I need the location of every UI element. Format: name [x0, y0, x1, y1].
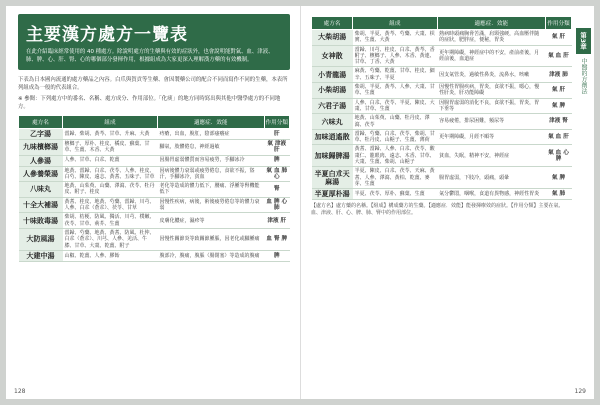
formula-effect: 氣分鬱悶，咽喉，食道有異物感，神經性胃炎 [437, 189, 545, 200]
formula-composition: 當歸、川芎、桂皮、白朮、黃芩、香附子、檳榔子、人參、木香、黃連、甘草、丁香、大黃 [353, 45, 438, 67]
formula-organ: 氣 血 心 脾 [545, 145, 571, 167]
table-row [312, 98, 572, 114]
formula-composition: 人參、甘草、白朮、乾薑 [63, 155, 158, 166]
formula-organ: 氣 血 肝 [545, 129, 571, 145]
formula-organ: 氣 肝 [545, 83, 571, 99]
formula-organ: 血 脾 心 肺 [264, 197, 290, 213]
table-row [312, 167, 572, 189]
table-header-row [19, 116, 290, 129]
table-row [19, 166, 290, 182]
formula-composition: 柴胡、半夏、黃芩、人參、大棗、甘草、生薑 [353, 83, 438, 99]
formula-effect: 腳氣，肢體倦怠，神經過敏 [157, 140, 264, 156]
formula-organ: 氣 肺 [545, 189, 571, 200]
formula-name: 人參湯 [19, 155, 63, 166]
formula-organ: 氣 血 肺 心 [264, 166, 290, 182]
header-effect: 適應症．效能 [157, 116, 264, 129]
formula-organ: 氣 脾 [545, 98, 571, 114]
formula-organ: 血 腎 脾 [264, 228, 290, 250]
formula-name: 女神散 [312, 45, 353, 67]
header-organ: 作用分類 [264, 116, 290, 129]
formula-composition: 檳榔子、厚朴、桂皮、橘皮、蘇葉、甘草、生薑、木香、大黃 [63, 140, 158, 156]
table-row [19, 155, 290, 166]
formula-effect: 熱病時頭痛胸脅苦滿，肩頸強硬，高血壓伴隨的症狀，肥胖症，便秘，胃炎 [437, 30, 545, 46]
formula-organ: 肝 [264, 129, 290, 140]
formula-effect: 更年期障礙，神經症中的不安，產前產後，月經前後，血道症 [437, 45, 545, 67]
formula-composition: 麻黃、芍藥、乾薑、甘草、桂皮、細辛、五味子、半夏 [353, 67, 438, 83]
table-row [312, 189, 572, 200]
formula-name: 六君子湯 [312, 98, 353, 114]
formula-organ: 氣 肝 [545, 30, 571, 46]
chapter-label: 第3章 [576, 28, 591, 54]
title-description: 在此介紹臨床經常使用的 40 種處方。除說明處方的生藥與有效的症狀外，也會說明能對氣、血、津液、肺、脾、心、肝、腎、心的哪個部分發揮作用，根據組成為大家更深入理解漢方藥的有效機制。 [26, 49, 274, 63]
formula-effect: 皮膚化膿症，濕疹等 [157, 213, 264, 229]
formula-composition: 當歸、芍藥、白朮、茯苓、柴胡、甘草、牡丹皮、山梔子、生薑、薄荷 [353, 129, 438, 145]
formula-effect: 因腸胃虛弱的消化不良，食欲不振，胃炎，胃下垂等 [437, 98, 545, 114]
header-composition: 組成 [63, 116, 158, 129]
formula-effect: 貧血，失眠，精神不安，神經症 [437, 145, 545, 167]
header-name: 處方名 [19, 116, 63, 129]
formula-effect: 因病後體力衰弱或疲勞倦怠，食欲不振，盜汗，手腳冰冷，貧血 [157, 166, 264, 182]
formula-name: 加味逍遙散 [312, 129, 353, 145]
side-tab [576, 28, 592, 98]
table-row [312, 67, 572, 83]
formula-composition: 當歸、柴胡、黃芩、甘草、升麻、大黃 [63, 129, 158, 140]
formula-effect: 更年期障礙，月經不順等 [437, 129, 545, 145]
intro-text [18, 76, 290, 111]
formula-effect: 因慢性疾病，病後，術後疲勞倦怠等的體力衰弱 [157, 197, 264, 213]
formula-name: 大防風湯 [19, 228, 63, 250]
formula-name: 加味歸脾湯 [312, 145, 353, 167]
footnote: 【處方名】處方藥的名稱。【組成】構成藥方的生藥。【適應症．效能】能發揮療效的症狀。【作用分類】主要在氣、血、津液、肝、心、脾、肺、腎中的作用部位。 [311, 203, 564, 217]
formula-name: 乙字湯 [19, 129, 63, 140]
table-row [19, 182, 290, 198]
table-row [312, 83, 572, 99]
table-header-row [312, 17, 572, 30]
formula-name: 九味檳榔湯 [19, 140, 63, 156]
formula-composition: 當歸、芍藥、地黃、黃耆、防風、杜仲、白朮（蒼朮）、川芎、人參、羌活、牛膝、甘草、大棗、乾薑、附子 [63, 228, 158, 250]
formula-composition: 黃耆、當歸、人參、白朮、茯苓、酸棗仁、龍眼肉、遠志、木香、甘草、大棗、生薑、柴胡、山梔子 [353, 145, 438, 167]
table-row [312, 129, 572, 145]
header-effect: 適應症．效能 [437, 17, 545, 30]
formula-effect: 痔瘡，出血，脫肛，陰部瘙癢症 [157, 129, 264, 140]
formula-organ: 津液 腎 [545, 114, 571, 130]
formula-composition: 半夏、茯苓、厚朴、蘇葉、生薑 [353, 189, 438, 200]
page-title: 主要漢方處方一覽表 [26, 25, 188, 45]
formula-composition: 柴胡、桔梗、防風、獨活、川芎、樸嫩、茯苓、甘草、荊芥、生薑 [63, 213, 158, 229]
intro-paragraph-2: ※ 參閱：下列處方中的番名、名稱、處方成分、作用部位。「化痰」的地方同時寫出與其他中醫學處方的不同地方。 [18, 96, 281, 110]
formula-name: 大建中湯 [19, 250, 63, 261]
formula-name: 小青龍湯 [312, 67, 353, 83]
formula-organ: 脾 [264, 155, 290, 166]
formula-name: 人參養榮湯 [19, 166, 63, 182]
section-label: 中醫的方劑法 [580, 57, 587, 94]
formula-organ: 津液 肺 [545, 67, 571, 83]
table-row [19, 140, 290, 156]
formula-composition: 地黃、山茱萸、山藥、牡丹皮、澤瀉、茯苓 [353, 114, 438, 130]
table-row [19, 197, 290, 213]
right-page [300, 6, 594, 399]
formula-name: 大柴胡湯 [312, 30, 353, 46]
header-composition: 組成 [353, 17, 438, 30]
formula-name: 半夏白朮天麻湯 [312, 167, 353, 189]
header-name: 處方名 [312, 17, 353, 30]
table-row [19, 228, 290, 250]
formula-organ: 氣 血 肝 [545, 45, 571, 67]
table-row [312, 145, 572, 167]
formula-effect: 腹部冷，腹痛，腹脹（腸閉塞）等造成的腹痛 [157, 250, 264, 261]
formula-effect: 容易疲倦，排尿困難，頻尿等 [437, 114, 545, 130]
formula-composition: 黃耆、桂皮、地黃、芍藥、當歸、川芎、人參、白朮（蒼朮）、茯苓、甘草 [63, 197, 158, 213]
formula-organ: 氣 脾 [545, 167, 571, 189]
formula-name: 十全大補湯 [19, 197, 63, 213]
left-page [6, 6, 300, 399]
formula-effect: 老化等造成的體力低下，腰痛、浮腫等腎機能低下 [157, 182, 264, 198]
formula-table-right [311, 16, 572, 200]
formula-name: 十味敗毒湯 [19, 213, 63, 229]
table-body-left [19, 129, 290, 262]
table-row [312, 114, 572, 130]
formula-composition: 半夏、陳皮、白朮、茯苓、天麻、黃耆、人參、澤瀉、黃柏、乾薑、麥芽、生薑 [353, 167, 438, 189]
table-row [312, 30, 572, 46]
table-row [19, 250, 290, 261]
formula-organ: 脾 [264, 250, 290, 261]
book-spread [6, 6, 594, 399]
table-row [312, 45, 572, 67]
formula-composition: 山椒、乾薑、人參、膠飴 [63, 250, 158, 261]
formula-name: 八味丸 [19, 182, 63, 198]
formula-effect: 腸胃虛弱，下肢冷，頭痛，頭暈 [437, 167, 545, 189]
formula-name: 六味丸 [312, 114, 353, 130]
formula-name: 小柴胡湯 [312, 83, 353, 99]
intro-paragraph-1: 下表為日本國內流通的處方藥品之內容。白爪與賀貢等生藥、會因製藥公司的配合不同而寫作不同的生藥，本表所列組成為一般的代表組合。 [18, 77, 288, 91]
page-number-left: 128 [14, 388, 26, 395]
formula-composition: 柴胡、半夏、黃芩、芍藥、大棗、枳實、生薑、大黃 [353, 30, 438, 46]
formula-organ: 津液 肝 [264, 213, 290, 229]
formula-effect: 因慢性關節炎等致關節腫脹，因老化或腳腫痛 [157, 228, 264, 250]
table-row [19, 129, 290, 140]
table-row [19, 213, 290, 229]
header-organ: 作用分類 [545, 17, 571, 30]
table-body-right [312, 30, 572, 200]
formula-effect: 因支氣管炎，過敏性鼻炎，流鼻水，咳嗽 [437, 67, 545, 83]
formula-organ: 氣 津液 肝 [264, 140, 290, 156]
page-number-right: 129 [574, 388, 586, 395]
formula-organ: 腎 [264, 182, 290, 198]
formula-name: 半夏厚朴湯 [312, 189, 353, 200]
formula-effect: 因腸胃虛弱體質而容易疲勞，手腳冰冷 [157, 155, 264, 166]
formula-composition: 地黃、山茱萸、山藥、澤瀉、茯苓、牡丹皮、附子、桂皮 [63, 182, 158, 198]
formula-composition: 地黃、當歸、白朮、茯苓、人參、桂皮、白芍、陳皮、遠志、黃耆、五味子、甘草 [63, 166, 158, 182]
formula-composition: 人參、白朮、茯苓、半夏、陳皮、大棗、甘草、生薑 [353, 98, 438, 114]
formula-table-left [18, 115, 290, 262]
title-box [18, 14, 290, 70]
formula-effect: 因慢性胃腸疾病，胃炎，食欲不振，噁心，慢性肝炎，肝功能障礙 [437, 83, 545, 99]
